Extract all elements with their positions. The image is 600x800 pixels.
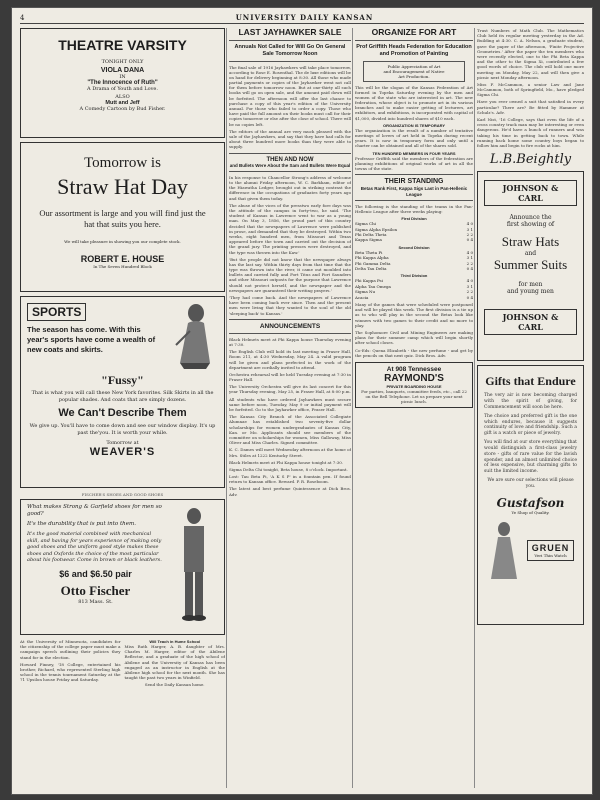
weavers-sports-ad: SPORTS The season has come. With this year's sports have come a wealth of new coats and skirts. "Fussy" That is what you will call these New York favorites. Silk Skirts in all the popular shades. And coats that are simply dozens. We Can't Describe Them We give up. You'll have to come down and see our window display. It's up past the'you. It is worth your while. Tomorrow at WEAVER'S <box>20 296 225 488</box>
article-headline: THEN AND NOW <box>266 156 314 163</box>
column-3: ORGANIZE FOR ART Prof Griffith Heads Federation for Education and Promotion of Painting Public Appreciation of Art and Encouragement of Native Art Production. This will be the slogan of the Kansas Federation of Art formed in Topeka Saturday evening by the men and women of the state who are interested in art. The new federation, whose object is to promote art in its various branches and to make easier getting of lecturers, art exhibitors, and exhibitions, is incorporated with capital of $1,000, divided into hundred shares of $10 each. ORGANIZATION IS TEMPORARY The organization is the result of a number of tentative meetings of lovers of art held in Topeka during recent years. It is now in temporary form and only until a charter can be obtained and all of the shares sold. TEN HUNDRED MEMBERS IN FOUR YEARS Professor Griffith said the members of the federation are planning exhibitions of original works of art in all the towns of the state. THEIR STANDING Betas Rank First, Kappa Sigs Last in Pan-Hellenic League The following is the standing of the teams in the Pan-Hellenic League after three weeks playing: First Division Sigma Chi 4 0 Sigma Alpha Epsilon 3 1 Phi Delta Theta 2 2 Kappa Sigma 0 4 Second Division Beta Theta Pi 4 0 Phi Kappa Alpha 3 1 Phi Gamma Delta 2 2 Delta Tau Delta 0 4 Third Division Phi Kappa Psi 4 0 Alpha Tau Omega 3 1 Sigma Nu 2 2 Acacia 0 4 Many of the games that were scheduled were postponed and will be played this week. The first division is a tie up as to who will play in the second the Betas look like winners with two games to their credit and no more to play. The Sophomore Civil and Mining Engineers are making plans for their summer camp which will begin shortly after school closes. Co-Eds: Quena Elizabeth - the new perfume - and get by the pencils on that next quiz. Dick Bros. Adv. At 908 Tennessee RAYMOND'S PRIVATE BOARDING HOUSE For parties, banquets, committee feeds, etc., call 22 on the Bell Telephone. Let us prepare your next picnic lunch. <box>355 28 473 790</box>
table-row: Sigma Alpha Epsilon 3 1 <box>355 226 473 232</box>
table-row: Kappa Sigma 0 4 <box>355 237 473 243</box>
standings-table-2 <box>355 250 473 272</box>
column-rule <box>226 28 227 788</box>
article-headline: ORGANIZE FOR ART <box>371 28 457 37</box>
article-headline: THEIR STANDING <box>384 178 444 186</box>
column-2: LAST JAYHAWKER SALE Annuals Not Called for Will Go On General Sale Tomorrow Noon The final sale of 1916 Jayhawkers will take place tomorrow, according to Rose E. Rosenthal. The de luxe editions will be on hand for delivery beginning at 8:30. All those who made partial payments or copies of the Jayhawker went not call for them before tomorrow noon. But at one-thirty all such books will go on open sale, and the amount paid down will be forfeited. The afternoon will offer the last chance to purchase a copy of this year's edition of the University annual. For those who failed to order a copy. Those who have paid the full amount on their books must call for their copies tomorrow or else after the close of school. There will be no copies left. The editors of the annual are very much pleased with the sale of the Jayhawkers, and say that they have had calls for about three hundred more books than they were able to supply. THEN AND NOW and Bullets Were About the Sam and Bullets Were Equal In his response to Chancellor Strong's address of welcome to the alumni Friday afternoon, W. C. Barkham, editor of the Hiawatha Ledger, brought out in striking contrast the difference in the occupations of graduates forty years ago and that given them today. The abuse of the vices of the presstwo early fore days was the attitude of the campus in forty-two, he said. 'The student of Kansas in Lawrence went to war as a young man. On May 3, 1856, the proud part of this country decided that the newspapers of Lawrence were published in prose, and demanded that they be destroyed. Within two weeks, eight hundred men, from Missouri and Texas appeared before the town and carried out the decision of the grand jury. The printing presses were destroyed, and the type was thrown into the Kaw.' 'But the people did not know that the newspaper always has the last say. Within thirty days from that time that the type was thrown into the river, it came out moulded into bullets and carried fully and Fort Titus and Fort Saunders and other Missouri outposts for the purpose that Lawrence should not protect herself, and the newspaper and the newspapers are guaranteed their writing prayers.' 'They had come back. And the newspapers of Lawrence have been coming back ever since. Then and the present men were living that they wanted to the soul of the old 'sleeping back' to Kansas.' ANNOUNCEMENTS Black Helmets meet at Phi Kappa house Thursday evening at 7:30. The English Club will hold its last meeting in Fraser Hall, Room 211, at 4:30 Wednesday, May 24. A valid program will be given and plans perfected in the work of the department are cordially invited to attend. Orchestra rehearsal will be held Tuesday evening at 7:30 in Fraser Hall. The University Orchestra will give its last concert for this year Thursday evening, May 25, in Fraser Hall, at 8:00 p.m. All students who have ordered Jayhawkers must secure same before noon, Tuesday, May 9 or initial payment will be forfeited. Go to the Jayhawker office, Fraser Hall. The Kansas City Branch of the Associated Collegiate Alumnae has established two seventy-five dollar scholarships for women undergraduates of Kansas City, Kan. or Mo. Applicants should see members of the committee on scholarships for women, Miss Galloway, Miss Oliver and Miss Charles. Signed committee. K. C. Dames will meet Wednesday afternoon at the home of Mrs. Stiles at 1222 Kentucky Street. Black Helmets meet at Phi Kappa house tonight at 7:30. Sigma Delta Chi tonight, Beta house, 8 o'clock. Important. Lost: Tau Beta Pi, 'A K S P' in a fountain pen. If found return to Kansan office. Reward. P. R. Roseboom. The latest and best perfume Quintessence at Dick Bros. Adv. <box>229 28 351 497</box>
table-row: Beta Theta Pi 4 0 <box>355 249 473 255</box>
man-illustration <box>168 504 218 628</box>
house-straw-hat-ad: Tomorrow is Straw Hat Day Our assortment is large and you will find just the hat that suits you here. We will take pleasure in showing you our complete stock. ROBERT E. HOUSE In The Seven Hundred Block <box>20 142 225 292</box>
johnson-carl-logo: JOHNSON & CARL <box>484 309 577 335</box>
theatre-varsity-ad: THEATRE VARSITY TONIGHT ONLY VIOLA DANA IN "The Innocence of Ruth" A Drama of Youth and Love. ALSO Mutt and Jeff A Comedy Cartoon by Bud Fisher. <box>20 28 225 138</box>
johnson-carl-logo: JOHNSON & CARL <box>484 180 577 206</box>
newspaper-page <box>12 8 592 794</box>
raymonds-boarding-ad: At 908 Tennessee RAYMOND'S PRIVATE BOARDING HOUSE For parties, banquets, committee feeds, etc., call 22 on the Bell Telephone. Let us prepare your next picnic lunch. <box>355 362 473 409</box>
gruen-watch-logo: GRUEN Veri Thin Watch <box>527 540 575 561</box>
column-rule <box>474 28 475 788</box>
otto-fischer-shoe-ad: What makes Strong & Garfield shoes for men so good? It's the durability that is put into them. It's the good material combined with mechanical skill, and having for years experience of making only good shoes and the uniform good style makes these shoes and Oxfords the choice of the most particular about his footwear. Come in brown or black leathers. $6 and $6.50 pair Otto Fischer 813 Mass. St. <box>20 499 225 635</box>
news-briefs: At the University of Minnesota, candidates for the citizenship of the college paper must make a campaign speech outlining their policies they stand for in the election. Howard Finney, '18 College, entertained his brother, Richard, who represented Sterling high school in the tennis tournament Saturday at the 71 Upsilon house Friday and Saturday. Will Teach in Hume School Miss Ruth Harger, A. B. daughter of Mrs. Charles M. Harger, editor of the Abilene Reflector, and a graduate of the high school of Abilene and the University of Kansas has been engaged as an instructor in English at the Abilene high school for the next month. She has taught the past two years in Winfield. Send the Daily Kansan home. <box>20 639 225 688</box>
standings-table-3 <box>355 278 473 300</box>
table-row: Phi Gamma Delta 2 2 <box>355 260 473 266</box>
page-number: 4 <box>20 13 25 22</box>
ad-title: SPORTS <box>27 303 86 321</box>
woman-illustration <box>166 301 218 371</box>
column-4: Trust Numbers of Math Club. The Mathematics Club held its regular meeting yesterday in the Ad. Building at 4:30. C. A. Nelson, a graduate student, gave the paper of the afternoon, 'Finite Projective Geometries.' After the paper the ten members who were recently elected, one to the Phi Beta Kappa and the other to the Sigma Xi, contributed a few good words of choice. The club will hold one more meeting on Monday, May 22, and will then give a picnic next Monday afternoon. Miss F. McCammon, a senior Law and Jane McCammon, both of Springfield, Mo., have pledged Sigma Chi. Have you ever owned a suit that satisfied in every particular? There are? Be fitted by Hammer at Schulz's. Adv. Karl Nist, '16 College, says that even the life of a cross country track man may be interesting or even dangerous. He'd have a bunch of runners and was taking his time in getting back to town. While running back home some country boys began to follow him and begin to fire rocks at him. L.B.Beightly JOHNSON & CARL Announce the first showing of Straw Hats and Summer Suits for men and young men JOHNSON & CARL Gifts that Endure The very air is now becoming charged with the spirit of giving, for Commencement will soon be here. The choice and preferred gift is the one which endures, because it suggests continuity of love and friendship. Such a gift is a watch or piece of jewelry. You will find at our store everything that would distinguish a first-class jewelry store - gifts of rare value for the lavish spender, and an almost unlimited choice of less expensive, but charming gifts to suit the limited income. We are sure our selections will please you. Gustafson Ye Shop of Quality. GRUEN Veri Thin Watch <box>477 28 584 790</box>
standings-table-1 <box>355 221 473 243</box>
table-row: Acacia 0 4 <box>355 294 473 300</box>
table-row: Delta Tau Delta 0 4 <box>355 266 473 272</box>
masthead <box>20 12 584 24</box>
table-row: Alpha Tau Omega 3 1 <box>355 283 473 289</box>
ad-headline: Straw Hat Day <box>57 174 188 199</box>
ad-title: THEATRE VARSITY <box>58 37 187 53</box>
slogan-box: Public Appreciation of Art and Encouragement of Native Art Production. <box>363 61 465 82</box>
column-1: THEATRE VARSITY TONIGHT ONLY VIOLA DANA IN "The Innocence of Ruth" A Drama of Youth and Love. ALSO Mutt and Jeff A Comedy Cartoon by Bud Fisher. Tomorrow is Straw Hat Day Our assortment is large and you will find just the hat that suits you here. We will take pleasure in showing you our complete stock. ROBERT E. HOUSE In The Seven Hundred Block SPORTS The season has come. With this year's sports have come a wealth of new coats and skirts. "Fussy" That is what you will call these New York favorites. Silk Skirts in all the popular shades. And coats that are simply dozens. We Can't Describe Them We give up. You'll have to come down and see our window display. It's up past the'you. It is worth your while. Tomorrow at WEAVER'S FISCHER'S SHOES AND GOOD SHOES What makes Strong & Garfield shoes for men so good? It's the durability that is put into them. It's the good material combined with mechanical skill, and having for years experience of making only good shoes and the uniform good style makes these shoes and Oxfords the choice of the most particular about his footwear. Come in brown or black leathers. $6 and $6.50 pair Otto Fischer 813 Mass. St. At the University of Minnesota, candidates for the citizenship of the college paper must make a campaign speech outlining their policies they stand for in the election. Howard Finney, '18 College, entertained his brother, Richard, who represented Sterling high school in the tennis tournament Saturday at the 71 Upsilon house Friday and Saturday. Will Teach in Hume School Miss Ruth Harger, A. B. daughter of Mrs. Charles M. Harger, editor of the Abilene Reflector, and a graduate of the high school of Abilene and the University of Kansas has been engaged as an instructor in English at the Abilene high school for the next month. She has taught the past two years in Winfield. Send the Daily Kansan home. <box>20 28 225 790</box>
article-headline: LAST JAYHAWKER SALE <box>238 28 342 37</box>
newspaper-name: UNIVERSITY DAILY KANSAN <box>235 13 374 22</box>
table-row: Phi Kappa Psi 4 0 <box>355 278 473 284</box>
table-row: Sigma Chi 4 0 <box>355 221 473 227</box>
table-row: Phi Delta Theta 2 2 <box>355 232 473 238</box>
column-rule <box>352 28 353 788</box>
johnson-carl-ad: JOHNSON & CARL Announce the first showing of Straw Hats and Summer Suits for men and young men JOHNSON & CARL <box>477 171 584 361</box>
gustafson-logo: Gustafson <box>496 495 565 510</box>
gustafson-jewelry-ad: Gifts that Endure The very air is now becoming charged with the spirit of giving, for Commencement will soon be here. The choice and preferred gift is the one which endures, because it suggests continuity of love and friendship. Such a gift is a watch or piece of jewelry. You will find at our store everything that would distinguish a first-class jewelry store - gifts of rare value for the lavish spender, and an almost unlimited choice of less expensive, but charming gifts to suit the limited income. We are sure our selections will please you. Gustafson Ye Shop of Quality. GRUEN Veri Thin Watch <box>477 365 584 625</box>
woman-figure-illustration <box>487 521 521 581</box>
ad-headline: We Can't Describe Them <box>58 407 187 419</box>
article-headline: ANNOUNCEMENTS <box>259 322 321 330</box>
signature: L.B.Beightly <box>489 152 572 168</box>
table-row: Sigma Nu 2 2 <box>355 289 473 295</box>
table-row: Phi Kappa Alpha 3 1 <box>355 255 473 261</box>
